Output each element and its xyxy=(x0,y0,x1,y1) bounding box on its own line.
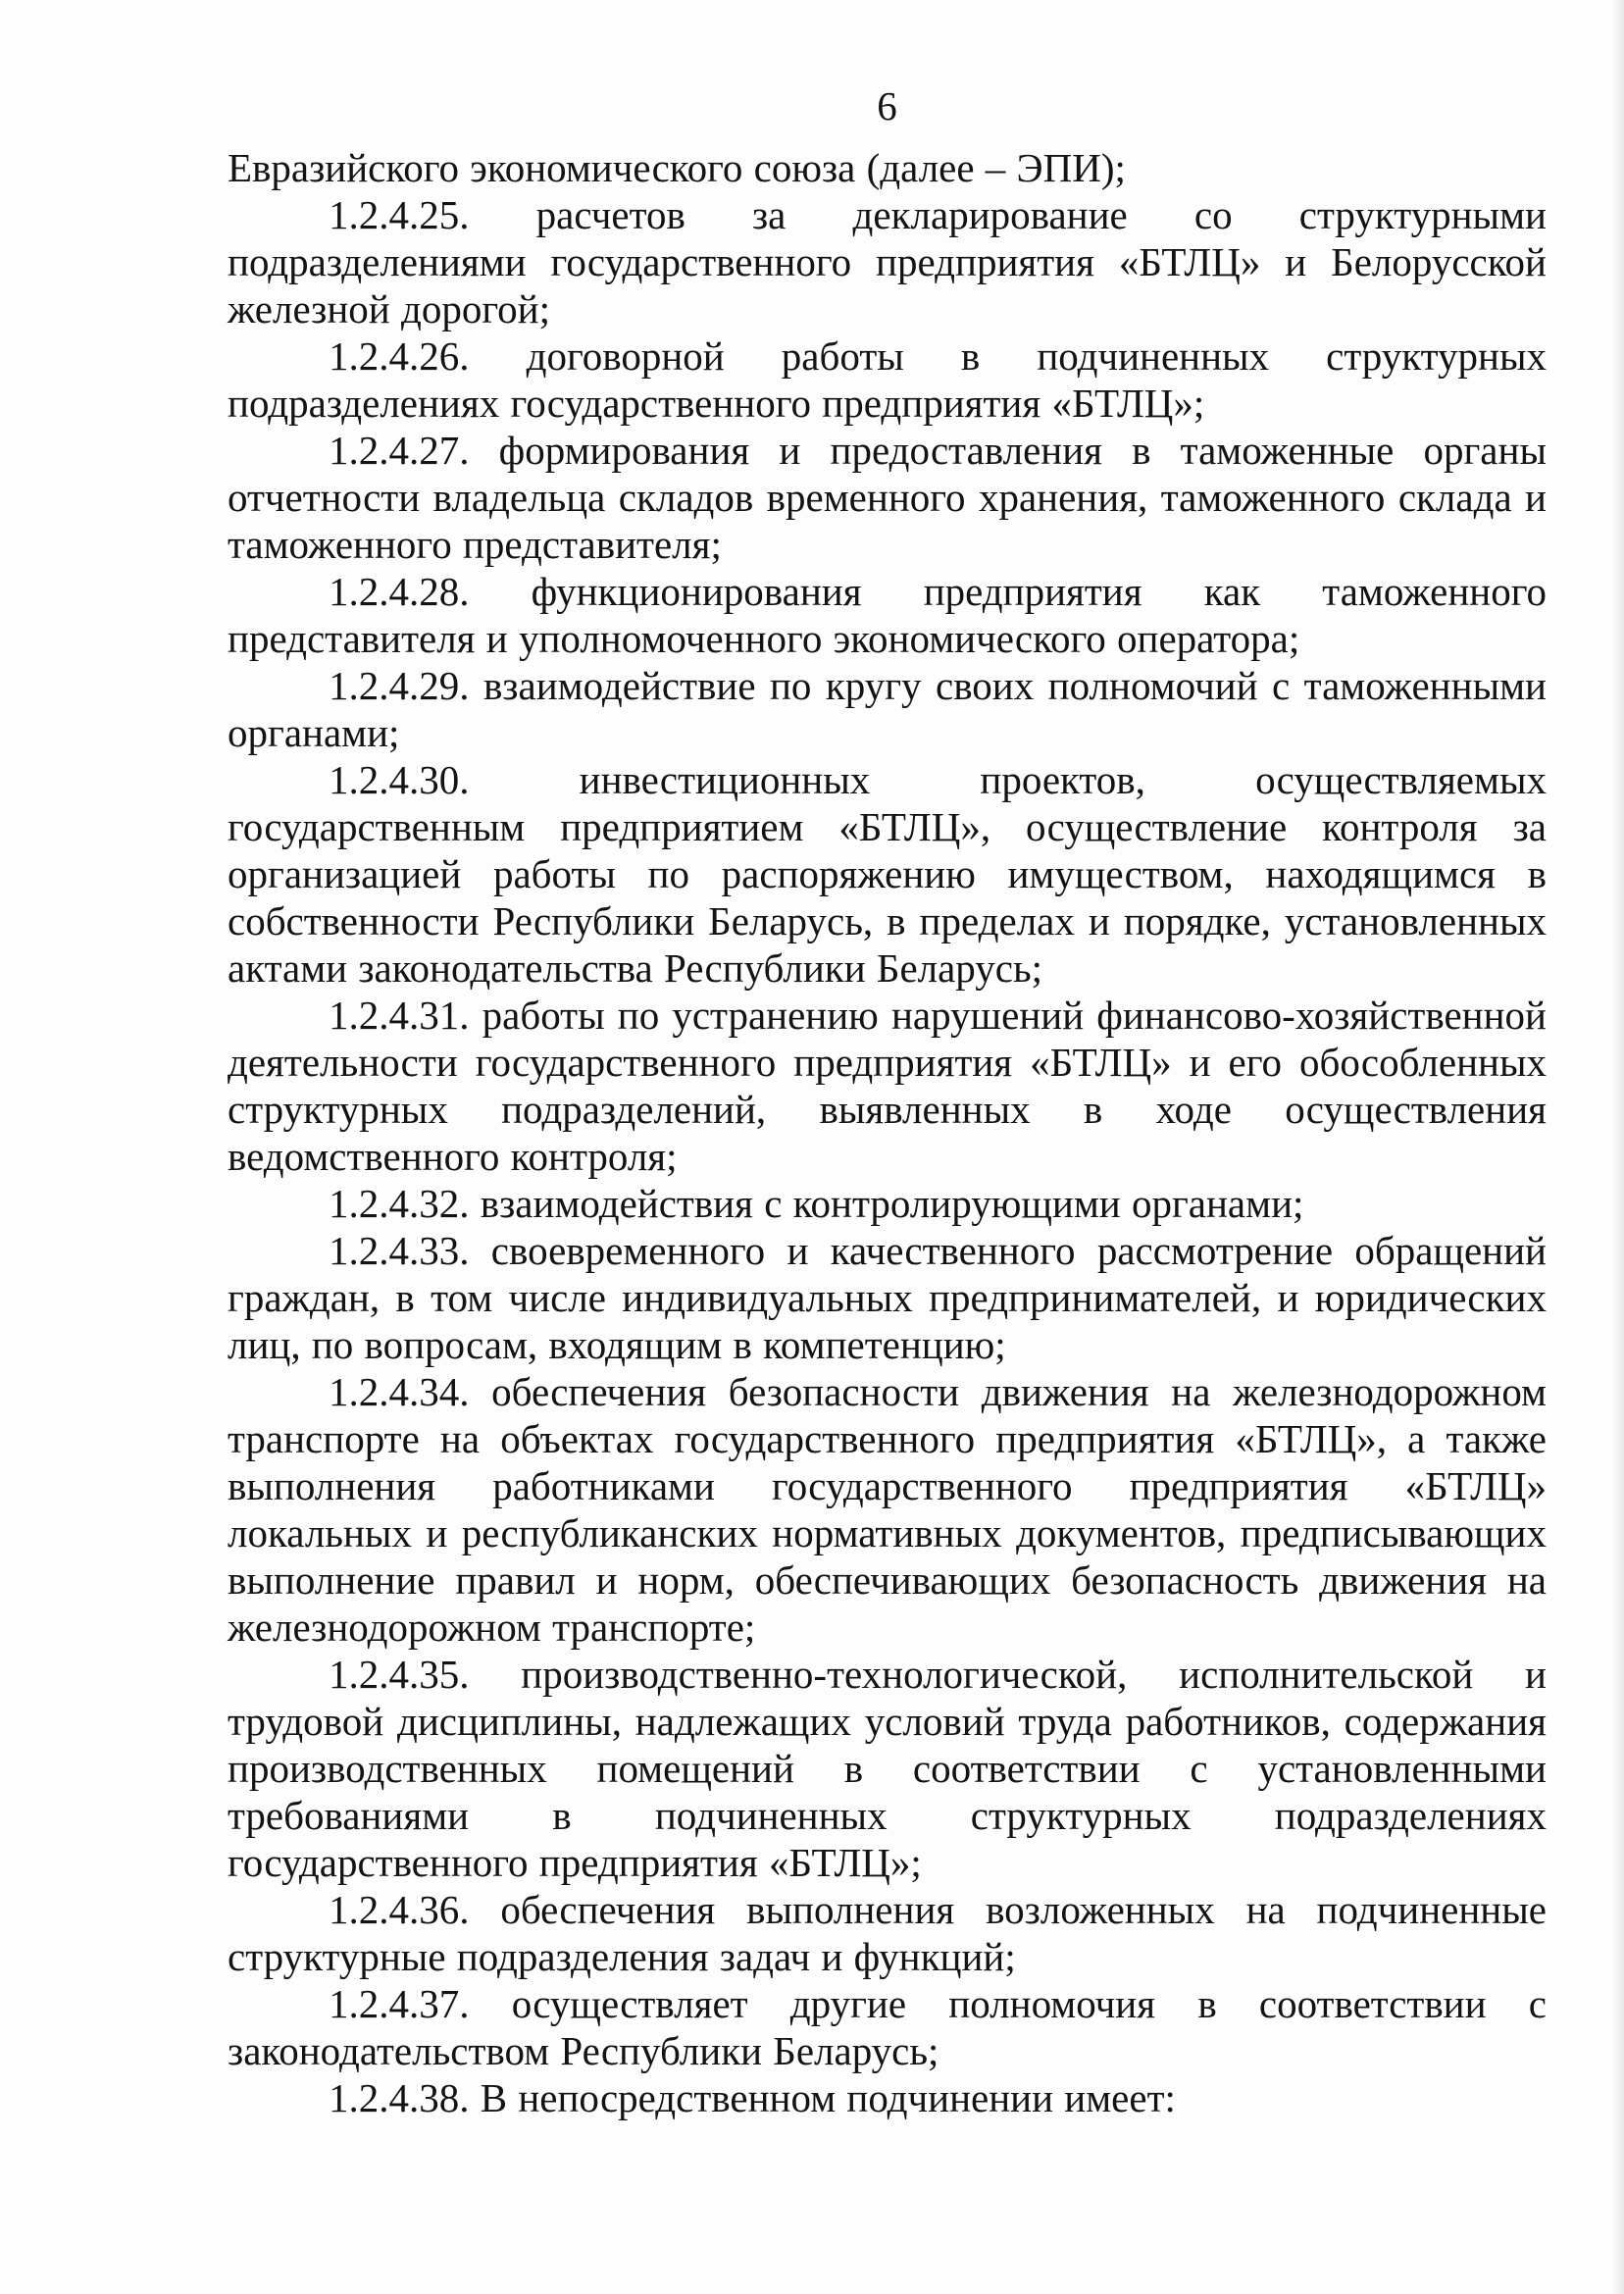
paragraph: 1.2.4.36. обеспечения выполнения возложенных на подчиненные структурные подразделения задач и функций; xyxy=(228,1887,1547,1979)
paragraph: 1.2.4.33. своевременного и качественного рассмотрение обращений граждан, в том числе индивидуальных предпринимателей, и юридических лиц, по вопросам, входящим в компетенцию; xyxy=(228,1228,1547,1367)
paragraph: 1.2.4.37. осуществляет другие полномочия в соответствии с законодательством Республики Беларусь; xyxy=(228,1981,1547,2073)
paragraph: 1.2.4.30. инвестиционных проектов, осуществляемых государственным предприятием «БТЛЦ», осуществление контроля за организацией работы по распоряжению имуществом, находящимся в собственности Республики Беларусь, в пределах и порядке, установленных актами законодательства Республики Беларусь; xyxy=(228,757,1547,991)
scan-edge-shadow xyxy=(1612,0,1624,2294)
paragraph: 1.2.4.28. функционирования предприятия как таможенного представителя и уполномоченного экономического оператора; xyxy=(228,569,1547,661)
paragraph: 1.2.4.31. работы по устранению нарушений финансово-хозяйственной деятельности государственного предприятия «БТЛЦ» и его обособленных структурных подразделений, выявленных в ходе осуществления ведомственного контроля; xyxy=(228,993,1547,1179)
paragraph: 1.2.4.32. взаимодействия с контролирующими органами; xyxy=(329,1181,1304,1226)
paragraph: 1.2.4.34. обеспечения безопасности движения на железнодорожном транспорте на объектах государственного предприятия «БТЛЦ», а также выполнения работниками государственного предприятия «БТЛЦ» локальных и республиканских нормативных документов, предписывающих выполнение правил и норм, обеспечивающих безопасность движения на железнодорожном транспорте; xyxy=(228,1369,1547,1650)
paragraph: 1.2.4.25. расчетов за декларирование со структурными подразделениями государственного предприятия «БТЛЦ» и Белорусской железной дорогой; xyxy=(228,192,1547,331)
paragraph: 1.2.4.27. формирования и предоставления в таможенные органы отчетности владельца складов временного хранения, таможенного склада и таможенного представителя; xyxy=(228,428,1547,567)
paragraph: 1.2.4.38. В непосредственном подчинении имеет: xyxy=(329,2075,1176,2120)
paragraph: 1.2.4.35. производственно-технологической, исполнительской и трудовой дисциплины, надлежащих условий труда работников, содержания производственных помещений в соответствии с установленными требованиями в подчиненных структурных подразделениях государственного предприятия «БТЛЦ»; xyxy=(228,1652,1547,1885)
paragraph: 1.2.4.26. договорной работы в подчиненных структурных подразделениях государственного предприятия «БТЛЦ»; xyxy=(228,333,1547,426)
page-number: 6 xyxy=(877,83,897,128)
document-body xyxy=(228,144,1547,2121)
paragraph: 1.2.4.29. взаимодействие по кругу своих полномочий с таможенными органами; xyxy=(228,663,1547,755)
paragraph: Евразийского экономического союза (далее – ЭПИ); xyxy=(228,145,1126,190)
